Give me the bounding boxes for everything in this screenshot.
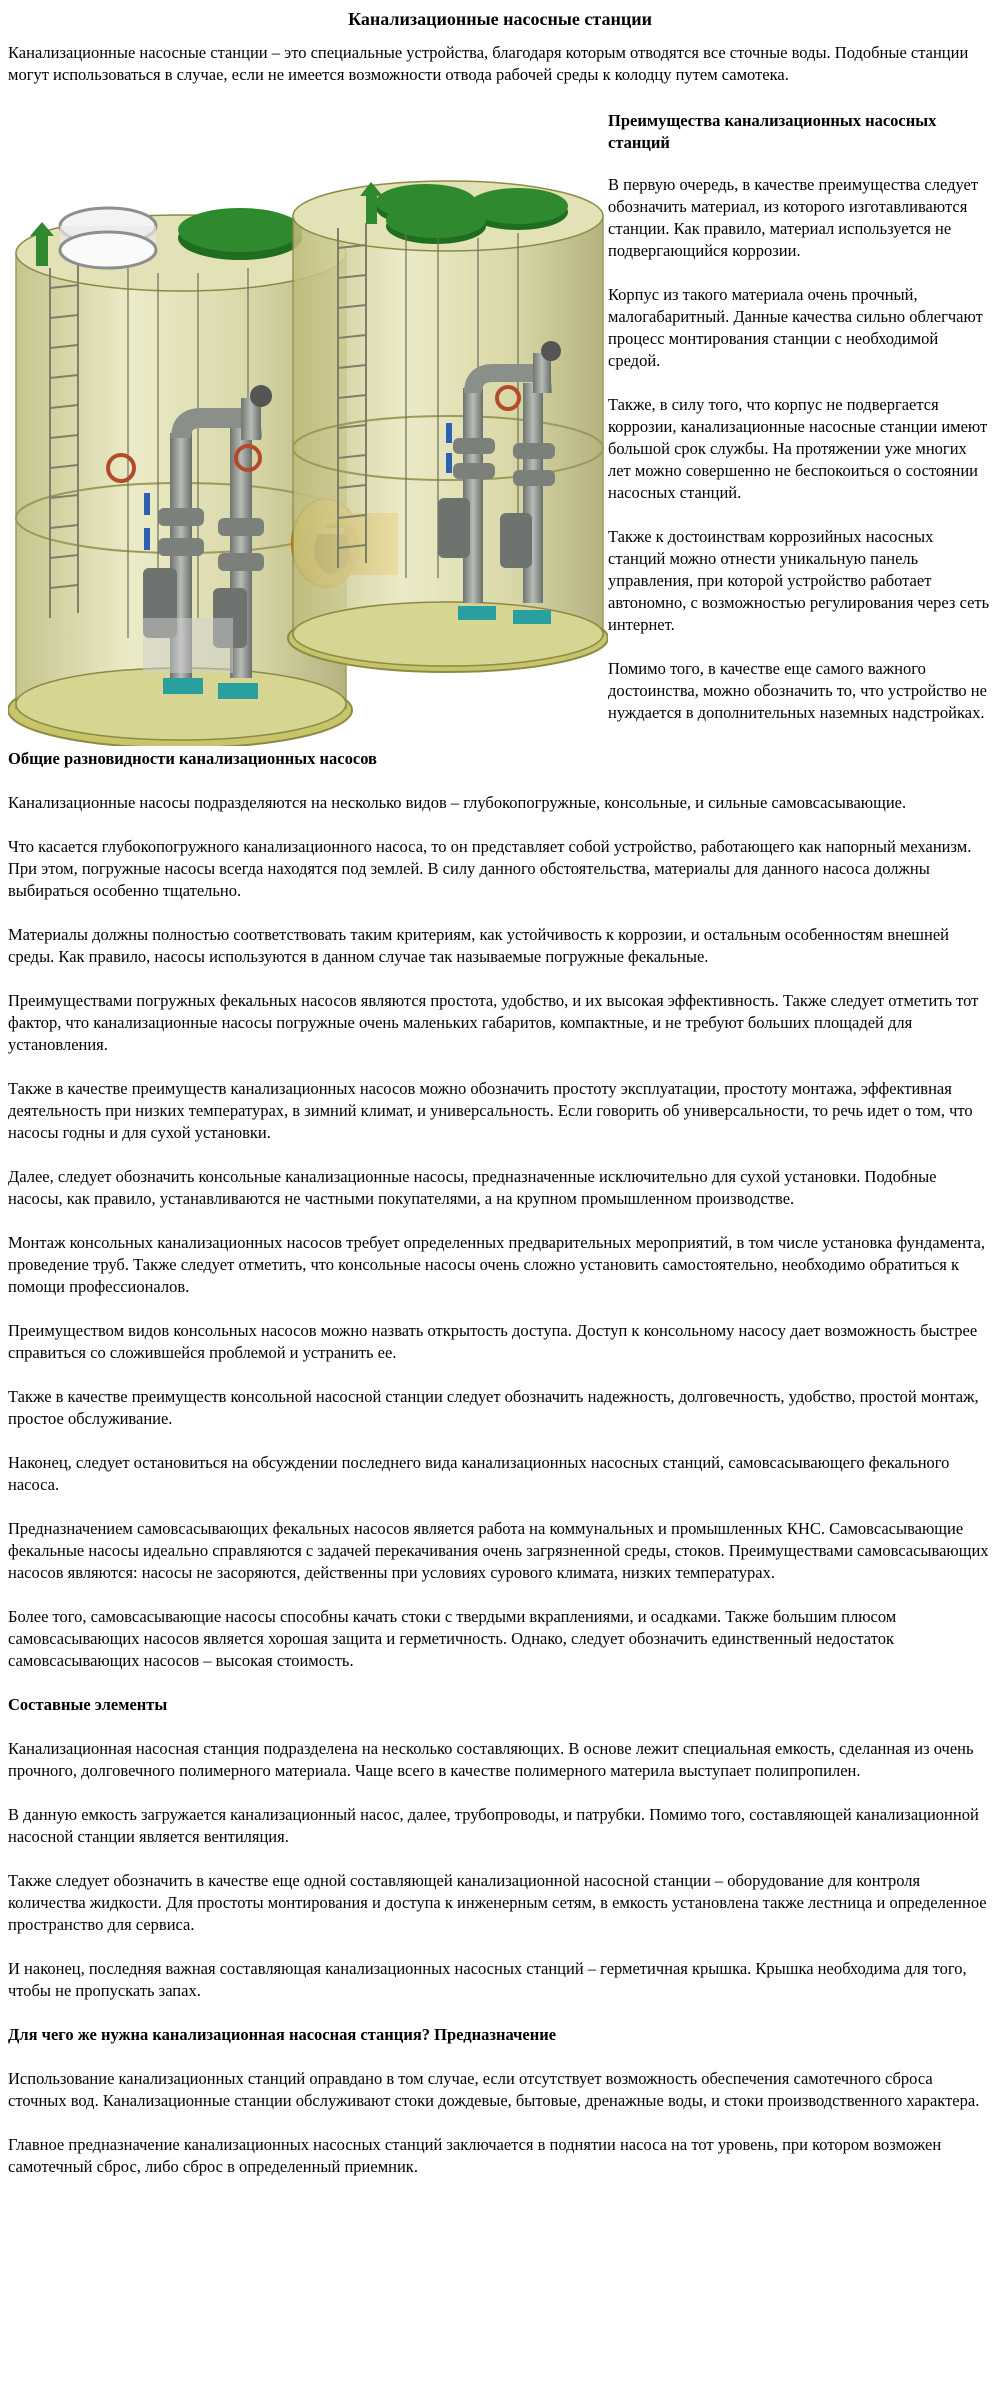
section-heading-components: Составные элементы — [8, 1695, 168, 1714]
sidebar-paragraph: Корпус из такого материала очень прочный, малогабаритный. Данные качества сильно облегчают процесс монтирования станции с необходимой средой. — [608, 285, 983, 370]
sidebar-paragraph: Также, в силу того, что корпус не подвергается коррозии, канализационные насосные станции имеют большой срок службы. На протяжении уже многих лет можно совершенно не беспокоиться о состоянии насосных станций. — [608, 395, 988, 502]
sidebar-paragraph: В первую очередь, в качестве преимущества следует обозначить материал, из которого изготавливаются станции. Как правило, материал используется не подвергающийся коррозии. — [608, 175, 979, 260]
body-paragraph: Материалы должны полностью соответствовать таким критериям, как устойчивость к коррозии, и остальным особенностям внешней среды. Как правило, насосы используются в данном случае так называемые погружные фекальные. — [8, 925, 949, 966]
body-paragraph: Главное предназначение канализационных насосных станций заключается в поднятии насоса на тот уровень, при котором возможен самотечный сброс, либо сброс в определенный приемник. — [8, 2135, 942, 2176]
body-paragraph: Предназначением самовсасывающих фекальных насосов является работа на коммунальных и промышленных КНС. Самовсасывающие фекальные насосы идеально справляются с задачей перекачивания очень загрязненной среды, стоков. Преимуществами самовсасывающих насосов являются: насосы не засоряются, действенны при условиях сурового климата, низких температурах. — [8, 1519, 989, 1582]
sidebar-heading: Преимущества канализационных насосных станций — [608, 111, 937, 152]
advantages-sidebar — [608, 98, 1000, 746]
right-tank — [288, 181, 608, 672]
body-paragraph: Преимуществами погружных фекальных насосов являются простота, удобство, и их высокая эффективность. Также следует отметить тот фактор, что канализационные насосы погружные очень маленьких габаритов, компактные, и не требуют больших площадей для установления. — [8, 991, 979, 1054]
body-paragraph: Канализационные насосы подразделяются на несколько видов – глубокопогружные, консольные, и сильные самовсасывающие. — [8, 793, 907, 812]
pump-station-illustration — [8, 98, 608, 746]
body-paragraph: Использование канализационных станций оправдано в том случае, если отсутствует возможность обеспечения самотечного сброса сточных вод. Канализационные станции обслуживают стоки дождевые, бытовые, дренажные воды, и стоки производственного характера. — [8, 2069, 980, 2110]
body-paragraph: Также в качестве преимуществ консольной насосной станции следует обозначить надежность, долговечность, удобство, простой монтаж, простое обслуживание. — [8, 1387, 979, 1428]
article-body — [0, 748, 1000, 2178]
section-heading-purpose: Для чего же нужна канализационная насосная станция? Предназначение — [8, 2025, 557, 2044]
pump-station-drawing — [8, 98, 608, 746]
section-heading-pump-types: Общие разновидности канализационных насосов — [8, 749, 377, 768]
body-paragraph: Далее, следует обозначить консольные канализационные насосы, предназначенные исключительно для сухой установки. Подобные насосы, как правило, устанавливаются не частными покупателями, а на крупном промышленном производстве. — [8, 1167, 937, 1208]
body-paragraph: Преимуществом видов консольных насосов можно назвать открытость доступа. Доступ к консольному насосу дает возможность быстрее справиться со сложившейся проблемой и устранить ее. — [8, 1321, 978, 1362]
body-paragraph: В данную емкость загружается канализационный насос, далее, трубопроводы, и патрубки. Помимо того, составляющей канализационной насосной станции является вентиляция. — [8, 1805, 979, 1846]
body-paragraph: Канализационная насосная станция подразделена на несколько составляющих. В основе лежит специальная емкость, сделанная из очень прочного, долговечного полимерного материала. Чаще всего в качестве полимерного материла выступает полипропилен. — [8, 1739, 974, 1780]
figure-with-sidebar — [0, 98, 1000, 746]
sidebar-paragraph: Помимо того, в качестве еще самого важного достоинства, можно обозначить то, что устройство не нуждается в дополнительных наземных надстройках. — [608, 659, 987, 722]
body-paragraph: Также следует обозначить в качестве еще одной составляющей канализационной насосной станции – оборудование для контроля количества жидкости. Для простоты монтирования и доступа к инженерным сетям, в емкость установлена также лестница и определенное пространство для сервиса. — [8, 1871, 987, 1934]
sidebar-paragraph: Также к достоинствам коррозийных насосных станций можно отнести уникальную панель управления, при которой устройство работает автономно, с возможностью регулирования через сеть интернет. — [608, 527, 990, 634]
body-paragraph: Наконец, следует остановиться на обсуждении последнего вида канализационных насосных станций, самовсасывающего фекального насоса. — [8, 1453, 950, 1494]
body-paragraph: И наконец, последняя важная составляющая канализационных насосных станций – герметичная крышка. Крышка необходима для того, чтобы не пропускать запах. — [8, 1959, 967, 2000]
body-paragraph: Также в качестве преимуществ канализационных насосов можно обозначить простоту эксплуатации, простоту монтажа, эффективная деятельность при низких температурах, в зимний климат, и универсальность. Если говорить об универсальности, то речь идет о том, что насосы годны и для сухой установки. — [8, 1079, 973, 1142]
body-paragraph: Что касается глубокопогружного канализационного насоса, то он представляет собой устройство, работающего как напорный механизм. При этом, погружные насосы всегда находятся под землей. В силу данного обстоятельства, материалы для данного насоса должны выбираться особенно тщательно. — [8, 837, 972, 900]
intro-paragraph: Канализационные насосные станции – это специальные устройства, благодаря которым отводятся все сточные воды. Подобные станции могут использоваться в случае, если не имеется возможности отвода рабочей среды к колодцу путем самотека. — [8, 43, 969, 84]
body-paragraph: Более того, самовсасывающие насосы способны качать стоки с твердыми вкраплениями, и осадками. Также большим плюсом самовсасывающих насосов является хорошая защита и герметичность. Однако, следует обозначить единственный недостаток самовсасывающих насосов – высокая стоимость. — [8, 1607, 897, 1670]
body-paragraph: Монтаж консольных канализационных насосов требует определенных предварительных мероприятий, в том числе установка фундамента, проведение труб. Также следует отметить, что консольные насосы очень сложно установить самостоятельно, необходимо обратиться к помощи профессионалов. — [8, 1233, 985, 1296]
page-title: Канализационные насосные станции — [348, 9, 652, 29]
